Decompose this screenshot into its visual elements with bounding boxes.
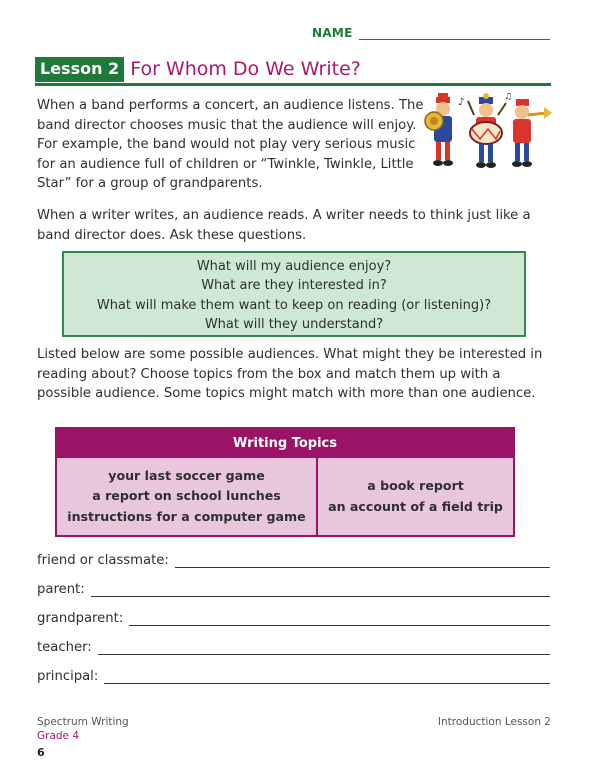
writing-topics-heading: Writing Topics (57, 429, 513, 458)
audience-parent-row[interactable] (37, 577, 550, 597)
question-item: What will my audience enjoy? (196, 259, 392, 274)
answer-line[interactable] (104, 670, 550, 684)
lesson-badge: Lesson 2 (35, 57, 124, 82)
audience-label: friend or classmate: (37, 553, 169, 568)
marching-band-icon (424, 93, 554, 179)
topic-item: a book report (367, 478, 464, 493)
instructions-paragraph: Listed below are some possible audiences. What might they be interested in reading about? Choose topics from the box and match them up with a possible audience. Some topics might match with more than one audience. (37, 347, 543, 402)
answer-line[interactable] (91, 583, 550, 597)
audience-friend-row[interactable] (37, 548, 550, 568)
title-divider (35, 83, 551, 86)
topic-item: your last soccer game (108, 467, 265, 483)
questions-box (62, 251, 526, 337)
writing-topics-table (55, 427, 515, 537)
audience-label: teacher: (37, 640, 92, 655)
audience-teacher-row[interactable] (37, 635, 550, 655)
svg-text:♪: ♪ (458, 97, 465, 108)
writer-paragraph: When a writer writes, an audience reads. A writer needs to think just like a band director does. Ask these questions. (37, 208, 531, 243)
lesson-title-row (35, 55, 551, 83)
lesson-title: For Whom Do We Write? (130, 58, 361, 80)
grade-label: Grade 4 (37, 729, 80, 742)
question-item: What will make them want to keep on reading (or listening)? (96, 297, 492, 313)
name-field (312, 22, 550, 40)
svg-text:♫: ♫ (504, 93, 513, 102)
topic-item: instructions for a computer game (67, 508, 306, 524)
book-title: Spectrum Writing (37, 716, 129, 728)
answer-line[interactable] (175, 554, 550, 568)
topics-left-column (57, 458, 318, 535)
name-line (359, 28, 550, 40)
topic-item: an account of a field trip (328, 498, 503, 514)
audience-label: principal: (37, 669, 99, 684)
topic-item: a report on school lunches (92, 488, 281, 504)
question-item: What will they understand? (204, 317, 384, 333)
audience-label: parent: (37, 582, 85, 597)
footer-book-info (37, 716, 129, 743)
page-number: 6 (37, 746, 45, 759)
audience-label: grandparent: (37, 611, 124, 626)
audience-principal-row[interactable] (37, 664, 550, 684)
topics-right-column (318, 458, 513, 535)
intro-paragraph: When a band performs a concert, an audience listens. The band director chooses music that the audience will enjoy. For example, the band would not play very serious music for an audience full of children or “Twinkle, Twinkle, Little Star” for a group of grandparents. (37, 98, 424, 192)
footer-section: Introduction Lesson 2 (437, 716, 551, 728)
question-item: What are they interested in? (201, 278, 387, 294)
audience-grandparent-row[interactable] (37, 606, 550, 626)
answer-line[interactable] (129, 612, 550, 626)
name-label: NAME (312, 26, 353, 40)
answer-line[interactable] (98, 641, 550, 655)
